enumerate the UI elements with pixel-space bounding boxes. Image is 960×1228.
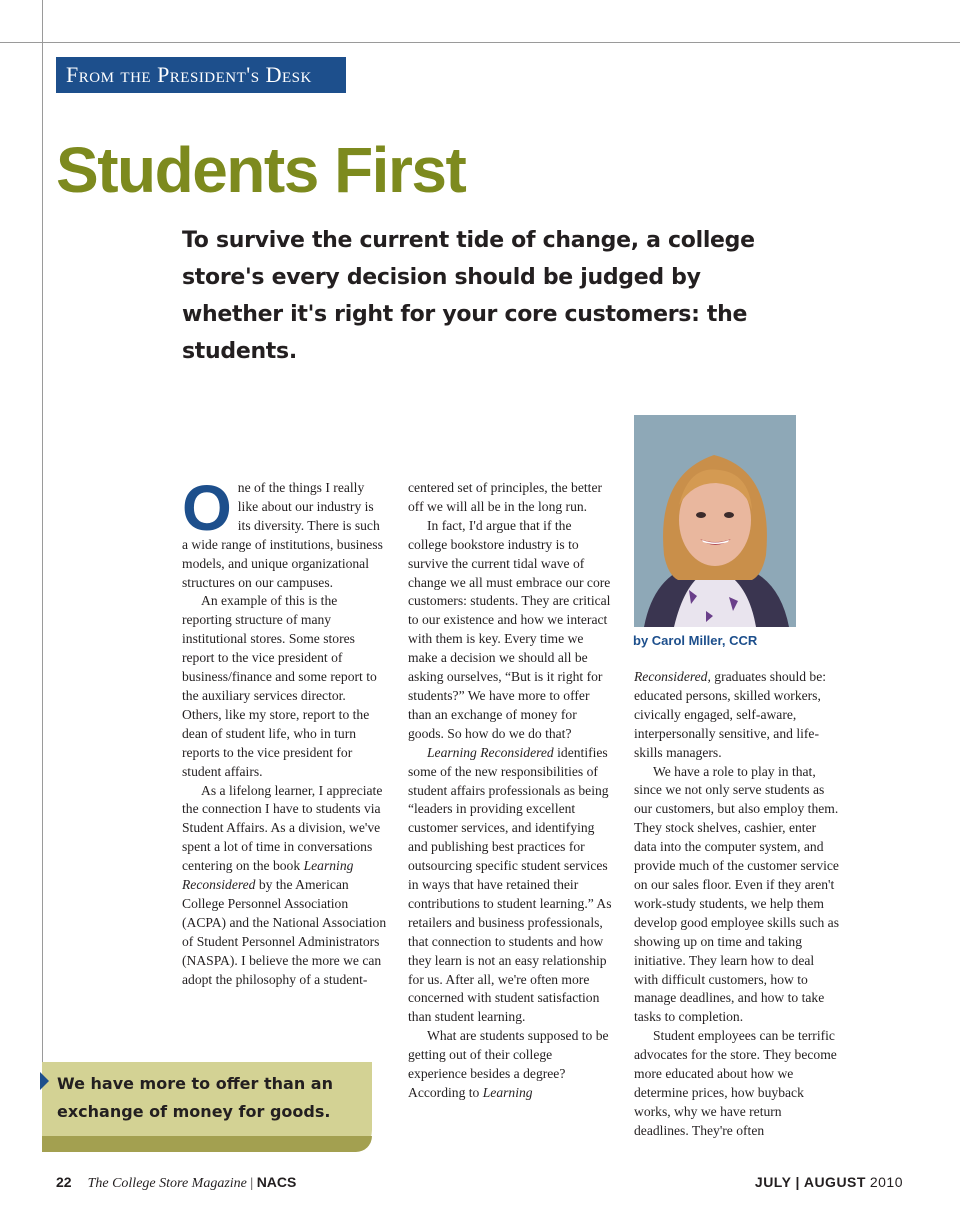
paragraph-text: identifies some of the new responsibilities of student affairs professionals as being “leaders in providing excellent customer services, and identifying and publishing best practices for outsourcing specific student services in ways that have retained their contributions to student learning.” As retailers and business professionals, that connection to students and how they learn is not an easy relationship for us. After all, we're often more concerned with student satisfaction than student learning. [408, 744, 612, 1025]
author-portrait [634, 415, 796, 627]
paragraph: An example of this is the reporting structure of many institutional stores. Some stores report to the vice president of business/finance and some report to the auxiliary services director. Others, like my store, report to the dean of student life, who in turn reports to the vice president for student affairs. [182, 593, 377, 779]
body-column-3 [634, 668, 839, 1141]
paragraph-text: graduates should be: educated persons, skilled workers, civically engaged, self-aware, interpersonally sensitive, and life-skills managers. [634, 669, 827, 760]
footer-separator: | [246, 1176, 257, 1191]
footer-left [56, 1174, 296, 1192]
body-column-2 [408, 479, 613, 1103]
book-title: Learning [482, 1085, 533, 1100]
byline: by Carol Miller, CCR [633, 633, 758, 648]
book-title: Learning Reconsidered [427, 744, 554, 760]
paragraph [408, 1027, 613, 1103]
paragraph-text: by the American College Personnel Association (ACPA) and the National Association of Student Personnel Administrators (NASPA). I believe the more we can adopt the philosophy of a student- [182, 877, 387, 987]
paragraph-text: As a lifelong learner, I appreciate the connection I have to students via Student Affairs. As a division, we've spent a lot of time in conversations centering on the book [182, 782, 383, 874]
deck-subheadline: To survive the current tide of change, a college store's every decision should be judged by whether it's right for your core customers: the students. [182, 228, 755, 364]
book-title: Reconsidered, [634, 669, 711, 684]
page-number: 22 [56, 1174, 72, 1190]
paragraph: Student employees can be terrific advocates for the store. They become more educated about how we determine prices, how buyback works, why we have return deadlines. They're often [634, 1028, 837, 1138]
paragraph: We have a role to play in that, since we not only serve students as our customers, but also employ them. They stock shelves, cashier, enter data into the computer system, and provide much of the customer service on our sales floor. Even if they aren't work-study students, we help them develop good employee skills such as showing up on time and taking initiative. They learn how to deal with difficult customers, how to manage deadlines, and how to take tasks to completion. [634, 763, 840, 1025]
issue-date: JULY | AUGUST [754, 1174, 866, 1190]
paragraph: centered set of principles, the better off we will all be in the long run. [408, 480, 603, 514]
drop-cap: O [182, 472, 232, 544]
section-tag: From the President's Desk [56, 57, 346, 93]
pull-quote: We have more to offer than an exchange of money for goods. [57, 1074, 333, 1121]
paragraph [182, 782, 387, 990]
headline: Students First [56, 134, 466, 206]
arrow-right-icon [40, 1072, 49, 1090]
paragraph-text: ne of the things I really like about our industry is its diversity. There is such a wide range of institutions, business models, and unique organizational structures on our campuses. [182, 480, 383, 590]
org-name: NACS [256, 1174, 297, 1190]
left-rule [42, 0, 43, 1070]
pull-quote-bar [42, 1136, 372, 1152]
paragraph [634, 668, 839, 763]
issue-year: 2010 [869, 1174, 903, 1190]
top-rule [0, 42, 960, 43]
author-portrait-image [634, 415, 796, 627]
body-column-1 [182, 472, 387, 989]
paragraph [182, 472, 387, 592]
magazine-name: The College Store Magazine [87, 1176, 247, 1191]
footer-right [755, 1174, 903, 1190]
paragraph [408, 744, 613, 1028]
book-title: Learning Reconsidered [182, 858, 354, 893]
paragraph: In fact, I'd argue that if the college bookstore industry is to survive the current tidal wave of change we all must embrace our core customers: students. They are critical to our existence and how we interact with them is key. Every time we make a decision we should all be asking ourselves, “But is it right for students?” We have more to offer than an exchange of money for goods. So how do we do that? [408, 517, 611, 741]
paragraph-text: What are students supposed to be getting out of their college experience besides a degree? According to [408, 1028, 609, 1100]
